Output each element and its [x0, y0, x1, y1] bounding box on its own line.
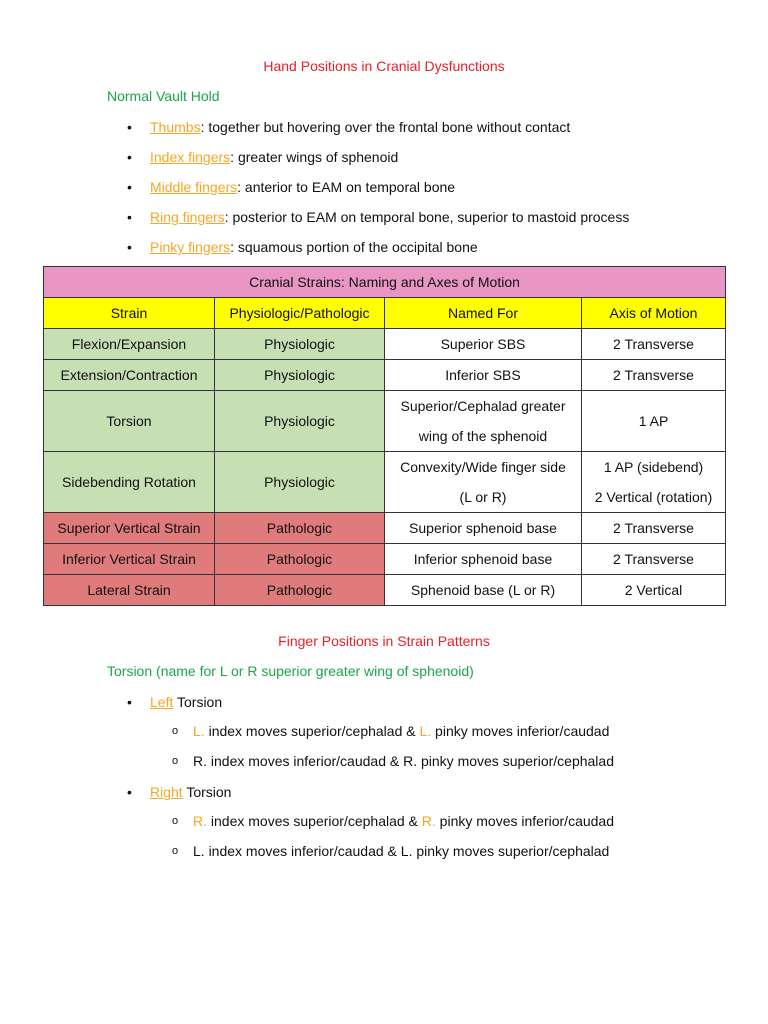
- highlight-side: L.: [419, 723, 432, 739]
- table-row: [44, 391, 726, 452]
- torsion-side-label: Torsion: [173, 694, 223, 710]
- finger-key: Thumbs: [150, 119, 201, 135]
- strain-cell: Superior Vertical Strain: [44, 513, 215, 544]
- left-torsion-sublist: [172, 722, 614, 782]
- table-row: [44, 513, 726, 544]
- highlight-side: R.: [421, 813, 436, 829]
- list-item: [172, 752, 614, 782]
- named-for-cell: Inferior SBS: [385, 360, 582, 391]
- named-for-line: Convexity/Wide finger side: [400, 459, 566, 475]
- column-header-axis: Axis of Motion: [582, 298, 726, 329]
- finger-key: Index fingers: [150, 149, 231, 165]
- axis-cell: 1 AP: [582, 391, 726, 452]
- axis-cell: 2 Vertical: [582, 575, 726, 606]
- torsion-side-key: Right: [150, 784, 183, 800]
- column-header-named-for: Named For: [385, 298, 582, 329]
- table-row: [44, 575, 726, 606]
- type-cell: Physiologic: [215, 452, 385, 513]
- axis-line: 2 Vertical (rotation): [594, 489, 713, 505]
- finger-description: : greater wings of sphenoid: [230, 149, 399, 165]
- strain-cell: Flexion/Expansion: [44, 329, 215, 360]
- movement-text: index moves superior/cephalad &: [204, 723, 420, 739]
- strain-cell: Sidebending Rotation: [44, 452, 215, 513]
- list-item: [130, 118, 629, 148]
- torsion-note: (name for L or R superior greater wing of sphenoid): [156, 663, 474, 679]
- named-for-cell: Sphenoid base (L or R): [385, 575, 582, 606]
- named-for-line: wing of the sphenoid: [418, 428, 548, 444]
- table-row: [44, 360, 726, 391]
- strain-cell: Inferior Vertical Strain: [44, 544, 215, 575]
- named-for-cell: Superior SBS: [385, 329, 582, 360]
- highlight-side: L.: [193, 723, 205, 739]
- strain-cell: Lateral Strain: [44, 575, 215, 606]
- finger-key: Middle fingers: [150, 179, 238, 195]
- axis-cell: [582, 452, 726, 513]
- finger-key: Pinky fingers: [150, 239, 231, 255]
- column-header-type: Physiologic/Pathologic: [215, 298, 385, 329]
- highlight-side: R.: [193, 813, 207, 829]
- named-for-cell: [385, 391, 582, 452]
- torsion-side-label: Torsion: [182, 784, 232, 800]
- table-row: [44, 329, 726, 360]
- type-cell: Physiologic: [215, 360, 385, 391]
- named-for-cell: Inferior sphenoid base: [385, 544, 582, 575]
- document-title: Hand Positions in Cranial Dysfunctions: [263, 58, 505, 74]
- named-for-line: Superior/Cephalad greater: [400, 398, 566, 414]
- list-item: [130, 148, 629, 178]
- vault-hold-list: [130, 118, 629, 268]
- list-item: [130, 693, 222, 723]
- list-item: [130, 178, 629, 208]
- movement-text: pinky moves inferior/caudad: [435, 813, 614, 829]
- finger-description: : posterior to EAM on temporal bone, superior to mastoid process: [224, 209, 630, 225]
- torsion-side-key: Left: [150, 694, 174, 710]
- movement-text: L. index moves inferior/caudad & L. pinky moves superior/cephalad: [193, 843, 610, 859]
- axis-cell: 2 Transverse: [582, 513, 726, 544]
- movement-text: R. index moves inferior/caudad & R. pinky moves superior/cephalad: [193, 753, 614, 769]
- right-torsion-sublist: [172, 812, 614, 872]
- vault-heading: Normal Vault Hold: [107, 88, 220, 104]
- column-header-strain: Strain: [44, 298, 215, 329]
- list-item: [130, 783, 231, 813]
- list-item: [130, 238, 629, 268]
- named-for-cell: [385, 452, 582, 513]
- left-torsion-bullet: [130, 693, 222, 723]
- movement-text: pinky moves inferior/caudad: [431, 723, 610, 739]
- list-item: [172, 812, 614, 842]
- finger-description: : anterior to EAM on temporal bone: [237, 179, 456, 195]
- type-cell: Pathologic: [215, 544, 385, 575]
- finger-description: : squamous portion of the occipital bone: [230, 239, 478, 255]
- torsion-heading-line: [107, 663, 474, 679]
- finger-key: Ring fingers: [150, 209, 225, 225]
- type-cell: Physiologic: [215, 329, 385, 360]
- list-item: [172, 842, 614, 872]
- named-for-line: (L or R): [459, 489, 507, 505]
- type-cell: Pathologic: [215, 513, 385, 544]
- table-row: [44, 452, 726, 513]
- right-torsion-bullet: [130, 783, 231, 813]
- list-item: [130, 208, 629, 238]
- finger-description: : together but hovering over the frontal bone without contact: [200, 119, 571, 135]
- movement-text: index moves superior/cephalad &: [207, 813, 422, 829]
- axis-line: 1 AP (sidebend): [603, 459, 704, 475]
- table-caption: Cranial Strains: Naming and Axes of Motion: [44, 267, 726, 298]
- axis-cell: 2 Transverse: [582, 544, 726, 575]
- type-cell: Physiologic: [215, 391, 385, 452]
- torsion-heading: Torsion: [107, 663, 153, 679]
- cranial-strains-table: [43, 266, 726, 606]
- strain-cell: Extension/Contraction: [44, 360, 215, 391]
- list-item: [172, 722, 614, 752]
- strain-cell: Torsion: [44, 391, 215, 452]
- axis-cell: 2 Transverse: [582, 360, 726, 391]
- finger-positions-title: Finger Positions in Strain Patterns: [278, 633, 490, 649]
- table-row: [44, 544, 726, 575]
- axis-cell: 2 Transverse: [582, 329, 726, 360]
- type-cell: Pathologic: [215, 575, 385, 606]
- named-for-cell: Superior sphenoid base: [385, 513, 582, 544]
